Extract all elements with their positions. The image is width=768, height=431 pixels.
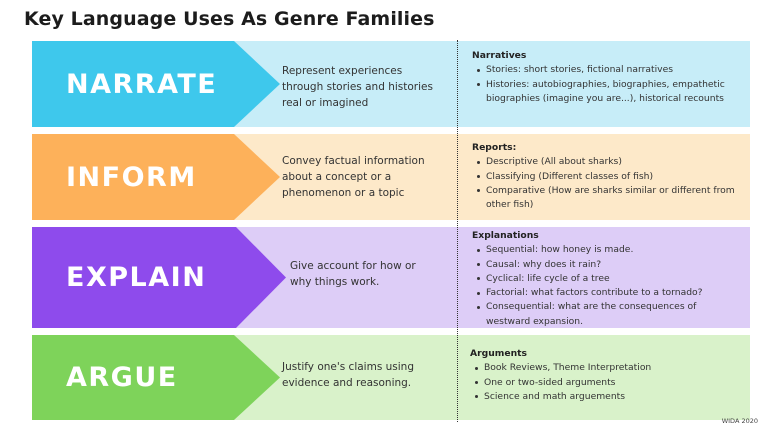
list-item: Science and math arguements: [470, 390, 740, 404]
list-item: Consequential: what are the consequences of westward expansion.: [472, 300, 742, 329]
list-item: Book Reviews, Theme Interpretation: [470, 361, 740, 375]
detail-heading: Explanations: [472, 230, 539, 241]
row-argue: [32, 335, 750, 420]
row-explain: [32, 227, 750, 328]
list-item: Stories: short stories, fictional narratives: [472, 63, 742, 77]
list-item: Cyclical: life cycle of a tree: [472, 272, 742, 286]
argue-description: Justify one's claims using evidence and reasoning.: [282, 361, 414, 389]
narrate-label: NARRATE: [66, 68, 218, 100]
dotted-divider: [457, 40, 458, 422]
list-item: Causal: why does it rain?: [472, 258, 742, 272]
narrate-description: Represent experiences through stories and histories real or imagined: [282, 65, 433, 109]
detail-heading: Arguments: [470, 348, 527, 359]
credit-text: WIDA 2020: [721, 417, 758, 425]
list-item: Histories: autobiographies, biographies, empathetic biographies (imagine you are...), historical recounts: [472, 78, 742, 107]
list-item: Classifying (Different classes of fish): [472, 170, 742, 184]
inform-details: [472, 141, 742, 212]
detail-heading: Narratives: [472, 50, 527, 61]
detail-heading: Reports:: [472, 142, 517, 153]
list-item: Sequential: how honey is made.: [472, 243, 742, 257]
row-inform: [32, 134, 750, 220]
list-item: Factorial: what factors contribute to a tornado?: [472, 286, 742, 300]
argue-label: ARGUE: [66, 362, 178, 393]
list-item: Descriptive (All about sharks): [472, 155, 742, 169]
inform-description: Convey factual information about a concept or a phenomenon or a topic: [282, 155, 425, 199]
inform-label: INFORM: [66, 161, 197, 193]
narrate-details: [472, 49, 742, 106]
list-item: Comparative (How are sharks similar or different from other fish): [472, 184, 742, 213]
page-title: Key Language Uses As Genre Families: [24, 8, 435, 30]
explain-details: [472, 229, 742, 329]
explain-description: Give account for how or why things work.: [290, 260, 416, 288]
row-narrate: [32, 41, 750, 127]
explain-label: EXPLAIN: [66, 262, 207, 293]
list-item: One or two-sided arguments: [470, 376, 740, 390]
argue-details: [470, 347, 740, 404]
